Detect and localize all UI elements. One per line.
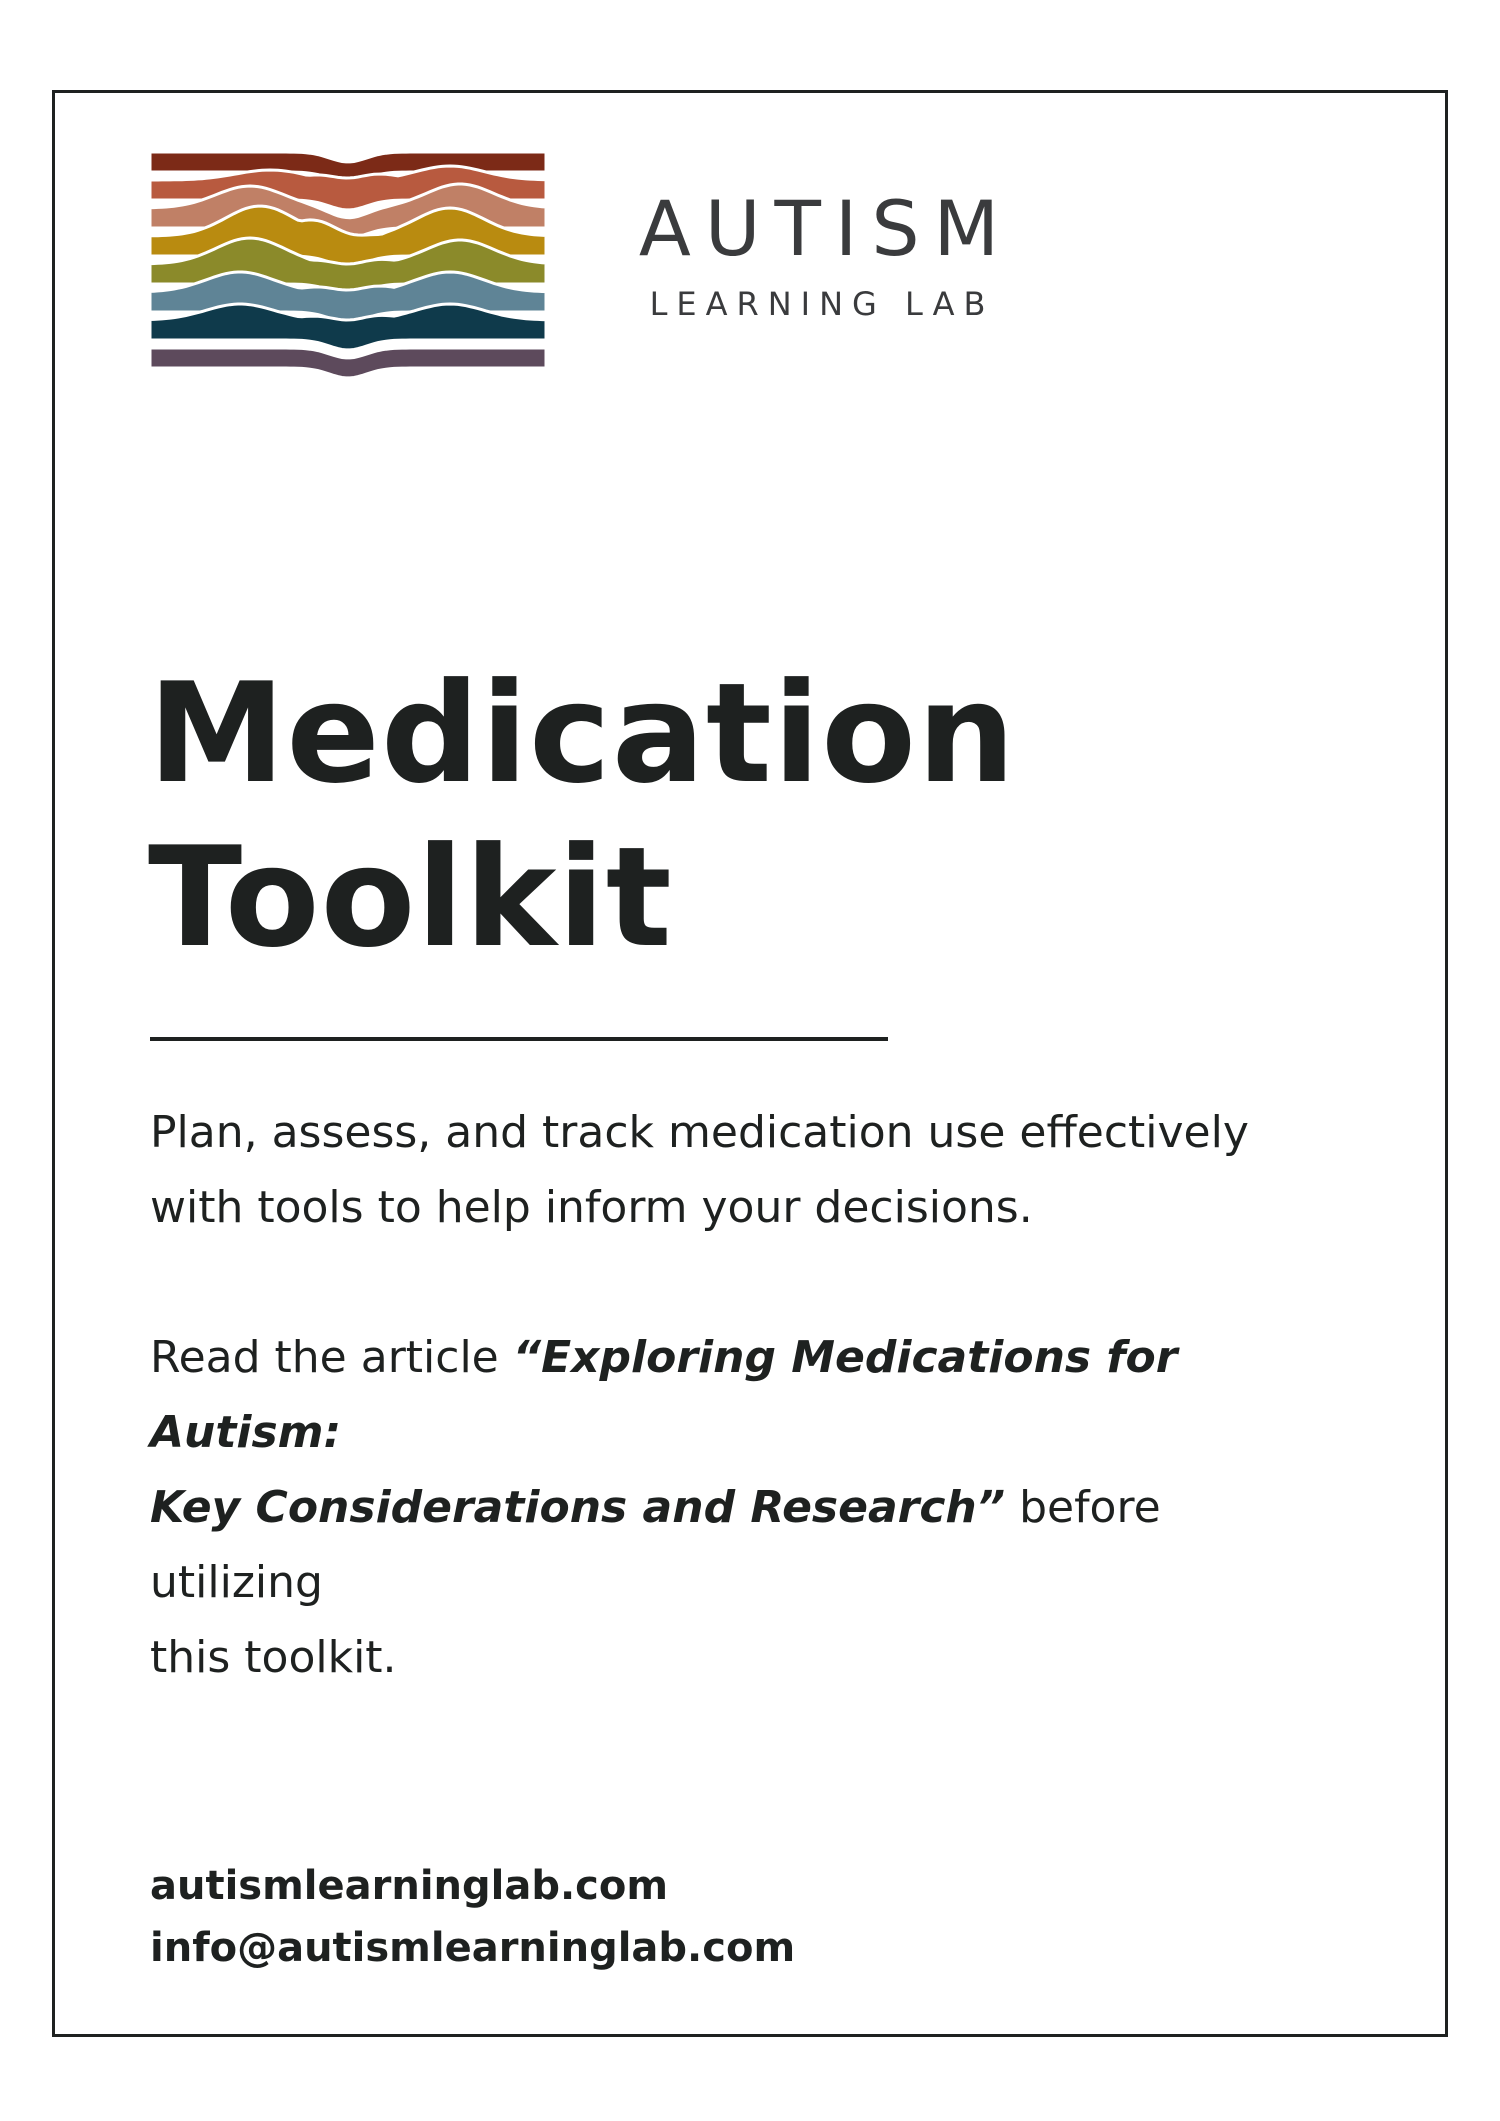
email-link[interactable]: info@autismlearninglab.com: [150, 1925, 796, 1971]
autism-learning-lab-logo-mark: [150, 148, 546, 388]
logo-wordmark: [612, 186, 1032, 324]
logo-stripe-8: [150, 348, 546, 378]
read-prefix: Read the article: [150, 1332, 513, 1383]
contact-info: [150, 1855, 795, 1979]
read-suffix-line-2: before utilizing: [150, 1482, 1161, 1608]
intro-line-1: Plan, assess, and track medication use effectively: [150, 1107, 1249, 1158]
logo-name: AUTISM: [638, 184, 1014, 273]
title-line-2: Toolkit: [148, 817, 673, 978]
title-divider: [150, 1037, 888, 1041]
page-title: [148, 652, 1016, 980]
intro-paragraph: [150, 1095, 1310, 1245]
read-suffix-line-3: this toolkit.: [150, 1632, 397, 1683]
website-link[interactable]: autismlearninglab.com: [150, 1863, 669, 1909]
article-title-line-2: Key Considerations and Research”: [150, 1482, 1006, 1533]
intro-line-2: with tools to help inform your decisions.: [150, 1182, 1033, 1233]
article-title-line-1: “Exploring Medications for Autism:: [150, 1332, 1178, 1458]
logo-subtitle: LEARNING LAB: [649, 285, 995, 323]
article-note: [150, 1320, 1310, 1695]
title-line-1: Medication: [148, 653, 1017, 814]
